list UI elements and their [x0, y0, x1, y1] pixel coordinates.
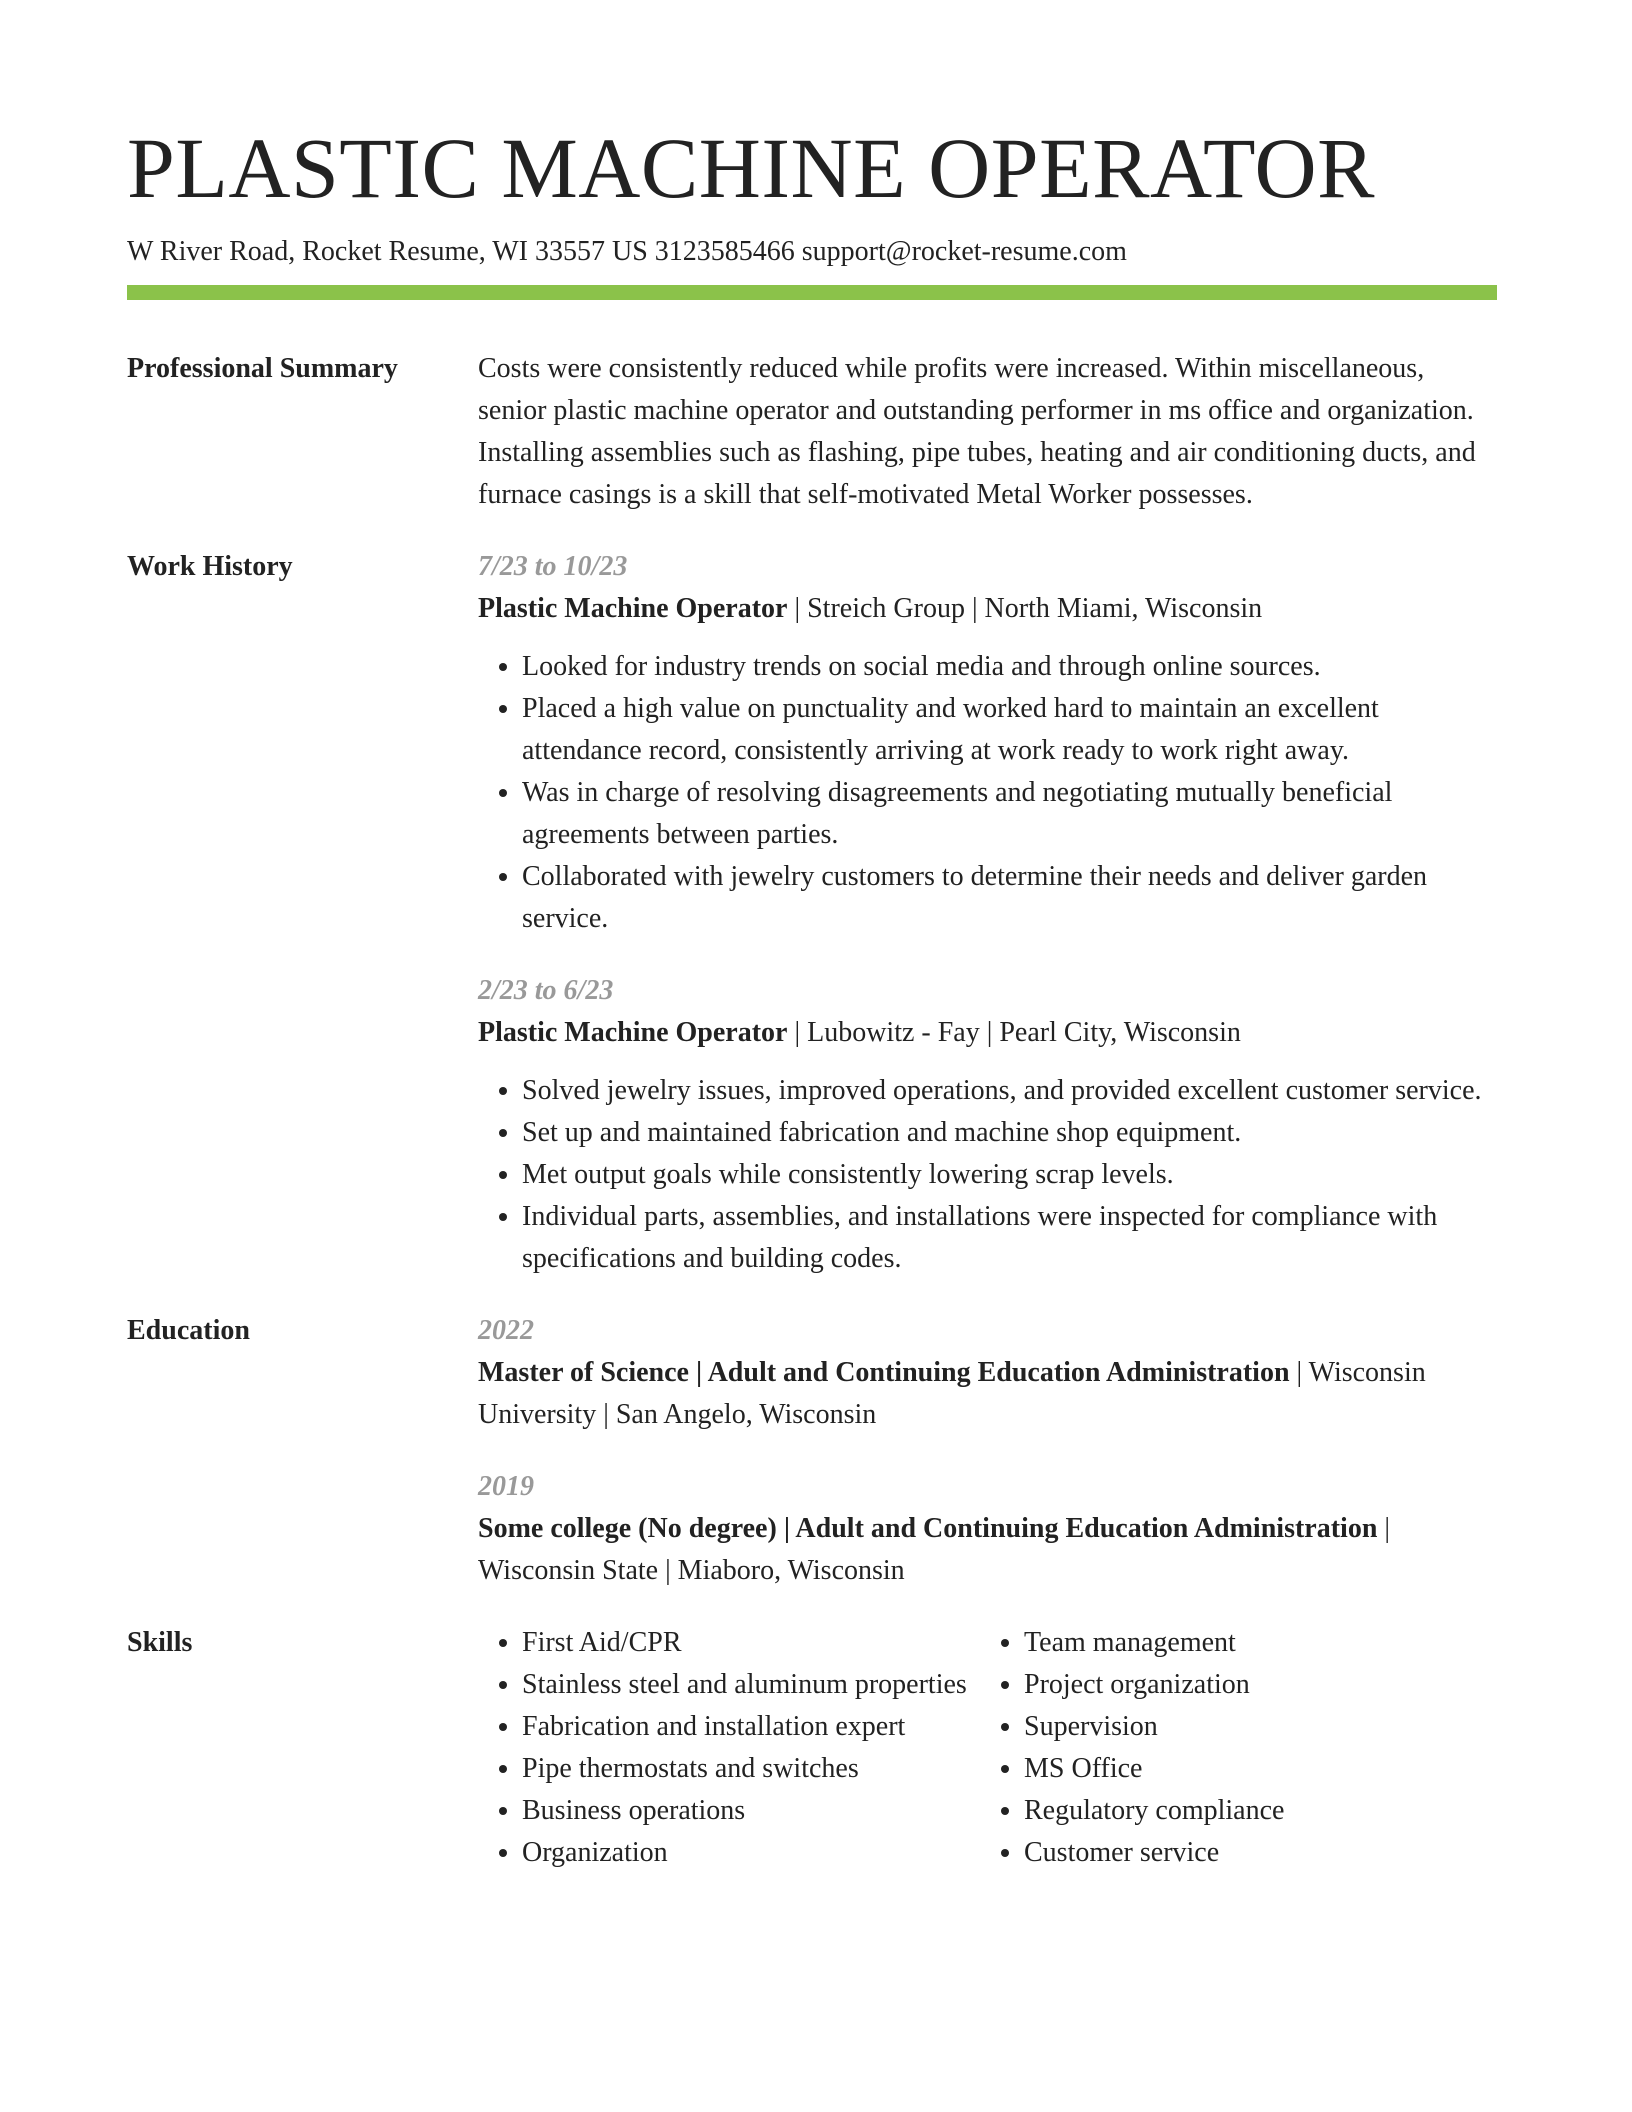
education-year: 2022 — [478, 1315, 534, 1346]
work-history-body — [478, 546, 1497, 1280]
section-label-work-history: Work History — [127, 551, 293, 582]
resume-header — [127, 118, 1497, 270]
job-bullet: • Individual parts, assemblies, and installations were inspected for compliance with specifications and building codes. — [522, 1196, 1497, 1280]
job-dates: 7/23 to 10/23 — [478, 551, 628, 582]
job-employer-location: | Lubowitz - Fay | Pearl City, Wisconsin — [787, 1017, 1241, 1048]
skill-item: • First Aid/CPR — [522, 1622, 980, 1664]
job-bullet: • Set up and maintained fabrication and machine shop equipment. — [522, 1112, 1497, 1154]
job-bullet-list — [478, 646, 1497, 940]
summary-body — [478, 348, 1497, 516]
section-label-summary: Professional Summary — [127, 353, 398, 384]
education-degree: Some college (No degree) | Adult and Continuing Education Administration — [478, 1513, 1378, 1544]
header-divider-bar — [127, 285, 1497, 300]
job-title: Plastic Machine Operator — [478, 1017, 788, 1048]
skill-item: • Organization — [522, 1832, 980, 1874]
education-body — [478, 1310, 1497, 1592]
job-bullet: • Collaborated with jewelry customers to determine their needs and deliver garden service. — [522, 856, 1497, 940]
job-dates: 2/23 to 6/23 — [478, 975, 614, 1006]
education-year: 2019 — [478, 1471, 534, 1502]
education-section — [127, 1310, 1497, 1592]
section-label-skills: Skills — [127, 1627, 193, 1658]
job-bullet: • Was in charge of resolving disagreements and negotiating mutually beneficial agreements between parties. — [522, 772, 1497, 856]
skill-item: • Project organization — [1024, 1664, 1284, 1706]
education-degree: Master of Science | Adult and Continuing Education Administration — [478, 1357, 1290, 1388]
job-heading — [478, 588, 1497, 630]
work-history-section — [127, 546, 1497, 1280]
skill-item: • Regulatory compliance — [1024, 1790, 1284, 1832]
skills-columns — [478, 1622, 1497, 1874]
job-entry — [478, 970, 1497, 1280]
summary-text: Costs were consistently reduced while profits were increased. Within miscellaneous, senior plastic machine operator and outstanding performer in ms office and organization. Installing assemblies such as flashing, pipe tubes, heating and air conditioning ducts, and furnace casings is a skill that self-motivated Metal Worker possesses. — [478, 353, 1476, 510]
skill-item: • Stainless steel and aluminum properties — [522, 1664, 980, 1706]
job-entry — [478, 546, 1497, 940]
skill-item: • Fabrication and installation expert — [522, 1706, 980, 1748]
skill-item: • Supervision — [1024, 1706, 1284, 1748]
job-title: Plastic Machine Operator — [478, 593, 788, 624]
skills-section — [127, 1622, 1497, 1874]
resume-content — [127, 348, 1497, 1874]
skills-body — [478, 1622, 1497, 1874]
job-employer-location: | Streich Group | North Miami, Wisconsin — [787, 593, 1263, 624]
education-school-location: | Wisconsin State | Miaboro, Wisconsin — [478, 1513, 1404, 1586]
education-school-location: | Wisconsin University | San Angelo, Wisconsin — [478, 1357, 1426, 1430]
education-entry — [478, 1310, 1497, 1436]
education-entry — [478, 1466, 1497, 1592]
entry-spacer — [478, 940, 1497, 970]
summary-section — [127, 348, 1497, 516]
skill-item: • Pipe thermostats and switches — [522, 1748, 980, 1790]
skill-item: • MS Office — [1024, 1748, 1284, 1790]
contact-line: W River Road, Rocket Resume, WI 33557 US 3123585466 support@rocket-resume.com — [127, 236, 1127, 267]
skill-item: • Business operations — [522, 1790, 980, 1832]
job-bullet-list — [478, 1070, 1497, 1280]
skill-item: • Customer service — [1024, 1832, 1284, 1874]
job-bullet: • Solved jewelry issues, improved operations, and provided excellent customer service. — [522, 1070, 1497, 1112]
skills-list-left — [478, 1622, 980, 1874]
education-heading — [478, 1352, 1497, 1436]
job-bullet: • Met output goals while consistently lowering scrap levels. — [522, 1154, 1497, 1196]
candidate-title: PLASTIC MACHINE OPERATOR — [127, 120, 1375, 216]
education-heading — [478, 1508, 1497, 1592]
job-bullet: • Placed a high value on punctuality and worked hard to maintain an excellent attendance record, consistently arriving at work ready to work right away. — [522, 688, 1497, 772]
job-heading — [478, 1012, 1497, 1054]
section-label-education: Education — [127, 1315, 250, 1346]
skill-item: • Team management — [1024, 1622, 1284, 1664]
entry-spacer — [478, 1436, 1497, 1466]
job-bullet: • Looked for industry trends on social media and through online sources. — [522, 646, 1497, 688]
skills-list-right — [980, 1622, 1284, 1874]
